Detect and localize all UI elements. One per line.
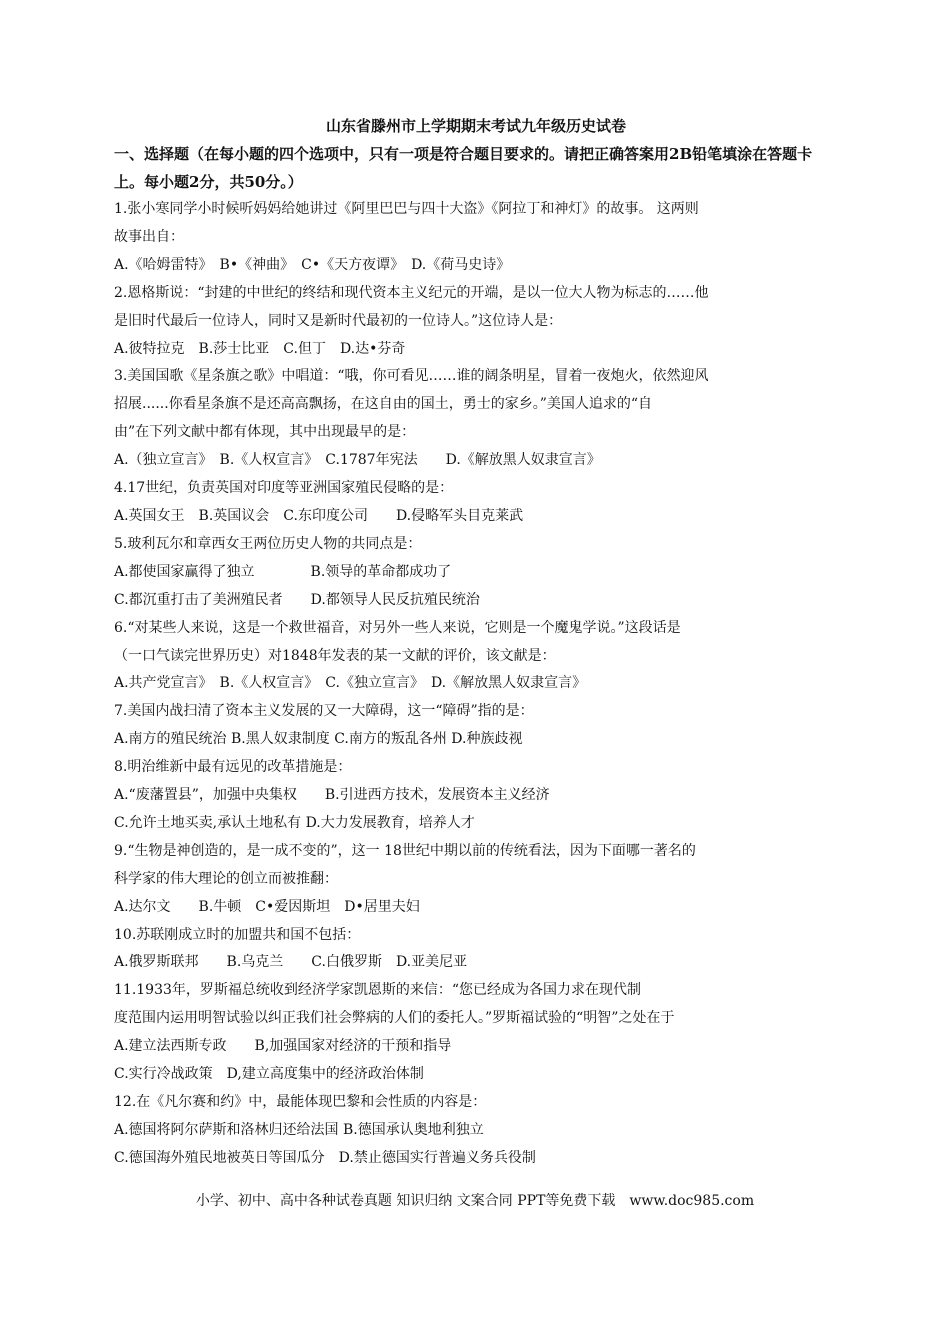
- question-line: C.德国海外殖民地被英日等国瓜分 D.禁止德国实行普遍义务兵役制: [114, 1149, 536, 1166]
- question-line: A.彼特拉克 B.莎士比亚 C.但丁 D.达•芬奇: [114, 340, 406, 357]
- question-line: 4.17世纪，负责英国对印度等亚洲国家殖民侵略的是：: [114, 480, 454, 497]
- question-line: 8.明治维新中最有远见的改革措施是：: [114, 759, 352, 776]
- question-line: A.共产党宣言》 B.《人权宣言》 C.《独立宣言》 D.《解放黑人奴隶宣言》: [114, 675, 587, 692]
- exam-title: 山东省滕州市上学期期末考试九年级历史试卷: [325, 117, 626, 135]
- question-line: A.达尔文 B.牛顿 C•爱因斯坦 D•居里夫妇: [114, 898, 420, 915]
- question-line: 9.“生物是神创造的，是一成不变的”，这一 18世纪中期以前的传统看法，因为下面哪一著名的: [114, 842, 696, 859]
- question-line: 3.美国国歌《星条旗之歌》中唱道：“哦，你可看见……谁的阔条明星，冒着一夜炮火，依然迎风: [114, 368, 709, 385]
- question-line: 10.苏联刚成立时的加盟共和国不包括：: [114, 926, 361, 943]
- question-line: 是旧时代最后一位诗人，同时又是新时代最初的一位诗人。”这位诗人是：: [114, 312, 563, 329]
- question-line: 7.美国内战扫清了资本主义发展的又一大障碍，这一“障碍”指的是：: [114, 703, 534, 720]
- section-heading: 一、选择题（在每小题的四个选项中，只有一项是符合题目要求的。请把正确答案用2B铅笔填涂在答题卡上。每小题2分，共50分。）: [114, 145, 813, 191]
- question-line: A.俄罗斯联邦 B.乌克兰 C.白俄罗斯 D.亚美尼亚: [114, 954, 468, 971]
- question-line: 1.张小寒同学小时候听妈妈给她讲过《阿里巴巴与四十大盗》《阿拉丁和神灯》的故事。 这两则: [114, 201, 699, 217]
- question-list: [114, 196, 838, 1173]
- page-footer: 小学、初中、高中各种试卷真题 知识归纳 文案合同 PPT等免费下载 www.doc985.com: [195, 1193, 755, 1209]
- exam-page: [114, 112, 838, 1173]
- question-line: A.《哈姆雷特》 B•《神曲》 C•《天方夜谭》 D.《荷马史诗》: [114, 256, 511, 273]
- question-line: C.都沉重打击了美洲殖民者 D.都领导人民反抗殖民统治: [114, 591, 480, 608]
- question-line: 科学家的伟大理论的创立而被推翻：: [114, 870, 338, 887]
- question-line: 12.在《凡尔赛和约》中，最能体现巴黎和会性质的内容是：: [114, 1094, 487, 1110]
- question-line: （一口气读完世界历史）对1848年发表的某一文献的评价，该文献是：: [114, 647, 556, 664]
- question-line: A.德国将阿尔萨斯和洛林归还给法国 B.德国承认奥地利独立: [114, 1121, 484, 1138]
- question-line: 故事出自：: [114, 228, 184, 245]
- question-line: 11.1933年，罗斯福总统收到经济学家凯恩斯的来信：“您已经成为各国力求在现代制: [114, 982, 642, 999]
- question-line: C.允许土地买卖,承认土地私有 D.大力发展教育，培养人才: [114, 814, 475, 831]
- question-line: 度范围内运用明智试验以纠正我们社会弊病的人们的委托人。”罗斯福试验的“明智”之处在于: [114, 1010, 675, 1027]
- question-line: A.“废藩置县”，加强中央集权 B.引进西方技术，发展资本主义经济: [114, 787, 550, 804]
- question-line: 6.“对某些人来说，这是一个救世福音，对另外一些人来说，它则是一个魔鬼学说。”这段话是: [114, 619, 681, 636]
- question-line: C.实行冷战政策 D,建立高度集中的经济政治体制: [114, 1066, 424, 1083]
- question-line: A.（独立宣言》 B.《人权宣言》 C.1787年宪法 D.《解放黑人奴隶宣言》: [114, 452, 601, 469]
- question-line: 由”在下列文献中都有体现，其中出现最早的是：: [114, 424, 416, 441]
- question-line: 2.恩格斯说：“封建的中世纪的终结和现代资本主义纪元的开端，是以一位大人物为标志的……他: [114, 284, 709, 301]
- question-line: A.南方的殖民统治 B.黑人奴隶制度 C.南方的叛乱各州 D.种族歧视: [114, 731, 523, 748]
- question-line: A.都使国家赢得了独立 B.领导的革命都成功了: [114, 563, 452, 580]
- question-line: 5.玻利瓦尔和章西女王两位历史人物的共同点是：: [114, 535, 422, 552]
- question-line: 招展......你看星条旗不是还高高飘扬，在这自由的国土，勇士的家乡。”美国人追求的“自: [114, 396, 653, 413]
- question-line: A.英国女王 B.英国议会 C.东印度公司 D.侵略军头目克莱武: [114, 507, 524, 524]
- question-line: A.建立法西斯专政 B,加强国家对经济的干预和指导: [114, 1038, 452, 1055]
